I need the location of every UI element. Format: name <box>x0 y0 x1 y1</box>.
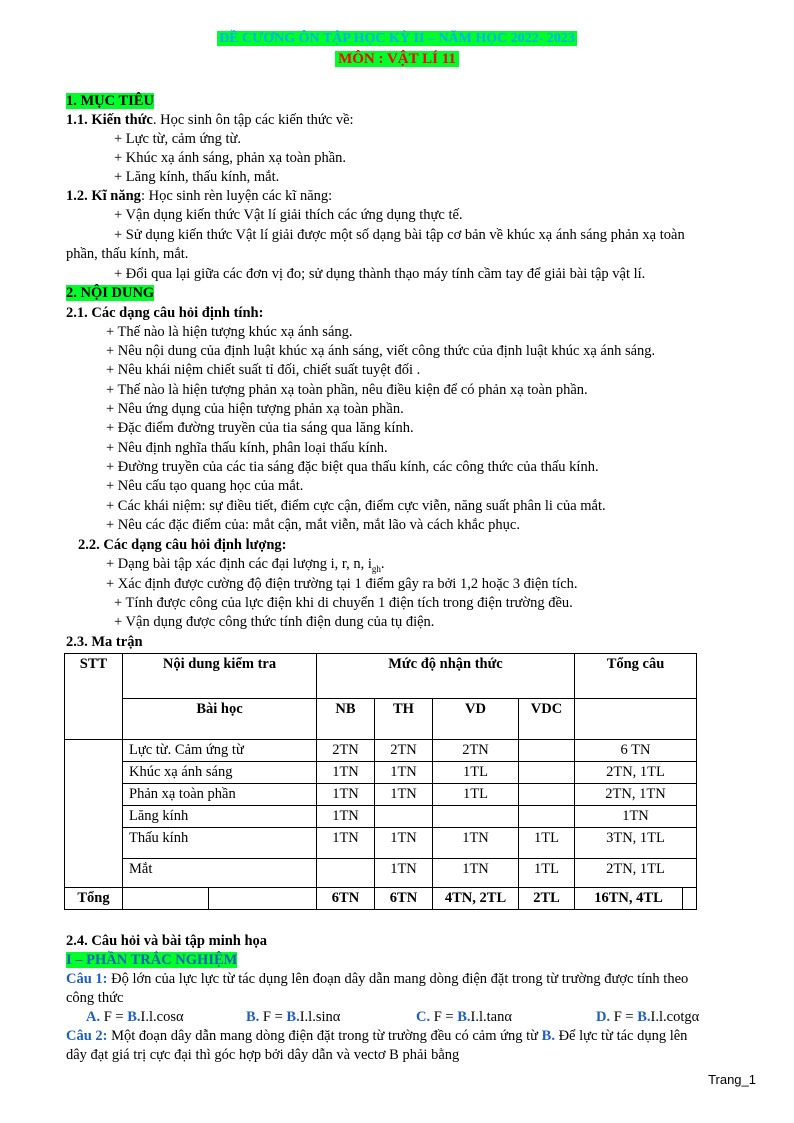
vd-cell: 4TN, 2TL <box>433 888 519 910</box>
table-row <box>65 859 697 888</box>
total-cell: 1TN <box>575 806 697 828</box>
question-2: Câu 2: Một đoạn dây dẫn mang dòng điện đặt trong từ trường đều có cảm ứng từ B. Để lực từ tác dụng lên <box>66 1028 688 1044</box>
answer-option-a[interactable]: A. F = B.I.l.cosα <box>86 1009 184 1025</box>
table-row <box>65 806 697 828</box>
th-cell: 1TN <box>375 828 433 859</box>
total-cell: 6 TN <box>575 740 697 762</box>
qualitative-item: + Các khái niệm: sự điều tiết, điểm cực cận, điểm cực viễn, năng suất phân li của mắt. <box>106 498 606 514</box>
quantitative-item: + Vận dụng được công thức tính điện dung của tụ điện. <box>114 614 435 630</box>
header-cell: VD <box>433 699 519 740</box>
vdc-cell <box>519 806 575 828</box>
nb-cell <box>317 859 375 888</box>
table-total-row <box>65 888 697 910</box>
qualitative-item: + Đường truyền của các tia sáng đặc biệt qua thấu kính, các công thức của thấu kính. <box>106 459 599 475</box>
skill-item-continued: phần, thấu kính, mắt. <box>66 246 189 262</box>
lesson-cell: Khúc xạ ánh sáng <box>123 762 317 784</box>
table-subheader-row <box>65 699 697 740</box>
table-row <box>65 784 697 806</box>
table-header-row <box>65 654 697 699</box>
header-cell: Nội dung kiểm tra <box>123 654 317 699</box>
th-cell <box>375 806 433 828</box>
question-1: Câu 1: Độ lớn của lực lực từ tác dụng lên đoạn dây dẫn mang dòng điện đặt trong từ trường được tính theo <box>66 971 689 987</box>
header-cell: TH <box>375 699 433 740</box>
qualitative-item: + Nêu cấu tạo quang học của mắt. <box>106 478 304 494</box>
header-cell: NB <box>317 699 375 740</box>
total-cell: 2TN, 1TL <box>575 762 697 784</box>
vd-cell: 1TN <box>433 859 519 888</box>
th-cell: 1TN <box>375 762 433 784</box>
qualitative-heading: 2.1. Các dạng câu hỏi định tính: <box>66 305 264 321</box>
qualitative-item: + Thế nào là hiện tượng phản xạ toàn phần, nêu điều kiện để có phản xạ toàn phần. <box>106 382 588 398</box>
header-cell <box>575 699 697 740</box>
multiple-choice-heading: I – PHẦN TRẮC NGHIỆM <box>66 952 238 968</box>
answer-option-c[interactable]: C. F = B.I.l.tanα <box>416 1009 512 1025</box>
vdc-cell <box>519 762 575 784</box>
th-cell: 6TN <box>375 888 433 910</box>
qualitative-item: + Nêu định nghĩa thấu kính, phân loại thấu kính. <box>106 440 388 456</box>
qualitative-item: + Nêu ứng dụng của hiện tượng phản xạ toàn phần. <box>106 401 404 417</box>
section-heading-objectives: 1. MỤC TIÊU <box>66 93 154 109</box>
total-cell: 2TN, 1TL <box>575 859 697 888</box>
document-title: ĐỀ CƯƠNG ÔN TẬP HỌC KỲ II – NĂM HỌC 2022- 2023 <box>219 31 575 46</box>
quantitative-heading: 2.2. Các dạng câu hỏi định lượng: <box>78 537 287 553</box>
vd-cell <box>433 806 519 828</box>
lesson-cell: Thấu kính <box>123 828 317 859</box>
skill-item: + Vận dụng kiến thức Vật lí giải thích các ứng dụng thực tế. <box>114 207 463 223</box>
lesson-cell: Lăng kính <box>123 806 317 828</box>
vd-cell: 2TN <box>433 740 519 762</box>
nb-cell: 6TN <box>317 888 375 910</box>
header-cell: Bài học <box>123 699 317 740</box>
knowledge-line: 1.1. Kiến thức. Học sinh ôn tập các kiến thức về: <box>66 112 354 128</box>
table-row <box>65 762 697 784</box>
table-row <box>65 828 697 859</box>
th-cell: 2TN <box>375 740 433 762</box>
quantitative-item: + Dạng bài tập xác định các đại lượng i, r, n, $i_{gh}$. <box>106 556 385 574</box>
skill-item: + Đổi qua lại giữa các đơn vị đo; sử dụng thành thạo máy tính cầm tay để giải bài tập vật lí. <box>114 266 646 282</box>
qualitative-item: + Nêu khái niệm chiết suất tỉ đối, chiết suất tuyệt đối . <box>106 362 421 378</box>
knowledge-item: + Lăng kính, thấu kính, mắt. <box>114 169 280 185</box>
matrix-heading: 2.3. Ma trận <box>66 634 143 650</box>
answer-option-b[interactable]: B. F = B.I.l.sinα <box>246 1009 341 1025</box>
knowledge-item: + Khúc xạ ánh sáng, phản xạ toàn phần. <box>114 150 347 166</box>
lesson-cell: Lực từ. Cảm ứng từ <box>123 740 317 762</box>
vdc-cell: 2TL <box>519 888 575 910</box>
qualitative-item: + Nêu nội dung của định luật khúc xạ ánh sáng, viết công thức của định luật khúc xạ ánh sáng. <box>106 343 656 359</box>
header-cell: STT <box>65 654 123 740</box>
header-cell: VDC <box>519 699 575 740</box>
qualitative-item: + Nêu các đặc điểm của: mắt cận, mắt viễn, mắt lão và cách khắc phục. <box>106 517 520 533</box>
skill-item: + Sử dụng kiến thức Vật lí giải được một số dạng bài tập cơ bản về khúc xạ ánh sáng phản xạ toàn <box>114 227 685 243</box>
vdc-cell <box>519 784 575 806</box>
question-2-continued: dây đạt giá trị cực đại thì góc hợp bởi dây dẫn và vectơ B phải bằng <box>66 1047 460 1063</box>
total-cell: 16TN, 4TL <box>575 888 683 910</box>
matrix-table <box>64 653 697 910</box>
subject-title: MÔN : VẬT LÍ 11 <box>0 51 794 68</box>
vdc-cell: 1TL <box>519 828 575 859</box>
page-number: Trang_1 <box>708 1072 756 1087</box>
lesson-cell: Mắt <box>123 859 317 888</box>
nb-cell: 1TN <box>317 828 375 859</box>
qualitative-item: + Thế nào là hiện tượng khúc xạ ánh sáng. <box>106 324 353 340</box>
empty-cell <box>123 888 209 910</box>
header-cell: Tổng câu <box>575 654 697 699</box>
th-cell: 1TN <box>375 784 433 806</box>
nb-cell: 1TN <box>317 806 375 828</box>
question-1-continued: công thức <box>66 990 124 1006</box>
stt-cell <box>65 740 123 888</box>
total-cell: 2TN, 1TN <box>575 784 697 806</box>
total-label-cell: Tổng <box>65 888 123 910</box>
knowledge-item: + Lực từ, cảm ứng từ. <box>114 131 241 147</box>
lesson-cell: Phản xạ toàn phần <box>123 784 317 806</box>
qualitative-item: + Đặc điểm đường truyền của tia sáng qua lăng kính. <box>106 420 414 436</box>
vd-cell: 1TN <box>433 828 519 859</box>
empty-cell <box>209 888 317 910</box>
header-cell: Mức độ nhận thức <box>317 654 575 699</box>
answer-option-d[interactable]: D. F = B.I.l.cotgα <box>596 1009 700 1025</box>
quantitative-item: + Tính được công của lực điện khi di chuyển 1 điện tích trong điện trường đều. <box>114 595 573 611</box>
vd-cell: 1TL <box>433 762 519 784</box>
examples-heading: 2.4. Câu hỏi và bài tập minh họa <box>66 933 268 949</box>
th-cell: 1TN <box>375 859 433 888</box>
nb-cell: 2TN <box>317 740 375 762</box>
nb-cell: 1TN <box>317 784 375 806</box>
vd-cell: 1TL <box>433 784 519 806</box>
total-cell: 3TN, 1TL <box>575 828 697 859</box>
quantitative-item: + Xác định được cường độ điện trường tại 1 điểm gây ra bởi 1,2 hoặc 3 điện tích. <box>106 576 578 592</box>
vdc-cell: 1TL <box>519 859 575 888</box>
empty-cell <box>683 888 697 910</box>
skills-line: 1.2. Kĩ năng: Học sinh rèn luyện các kĩ năng: <box>66 188 333 204</box>
nb-cell: 1TN <box>317 762 375 784</box>
section-heading-content: 2. NỘI DUNG <box>66 285 155 301</box>
vdc-cell <box>519 740 575 762</box>
table-row <box>65 740 697 762</box>
